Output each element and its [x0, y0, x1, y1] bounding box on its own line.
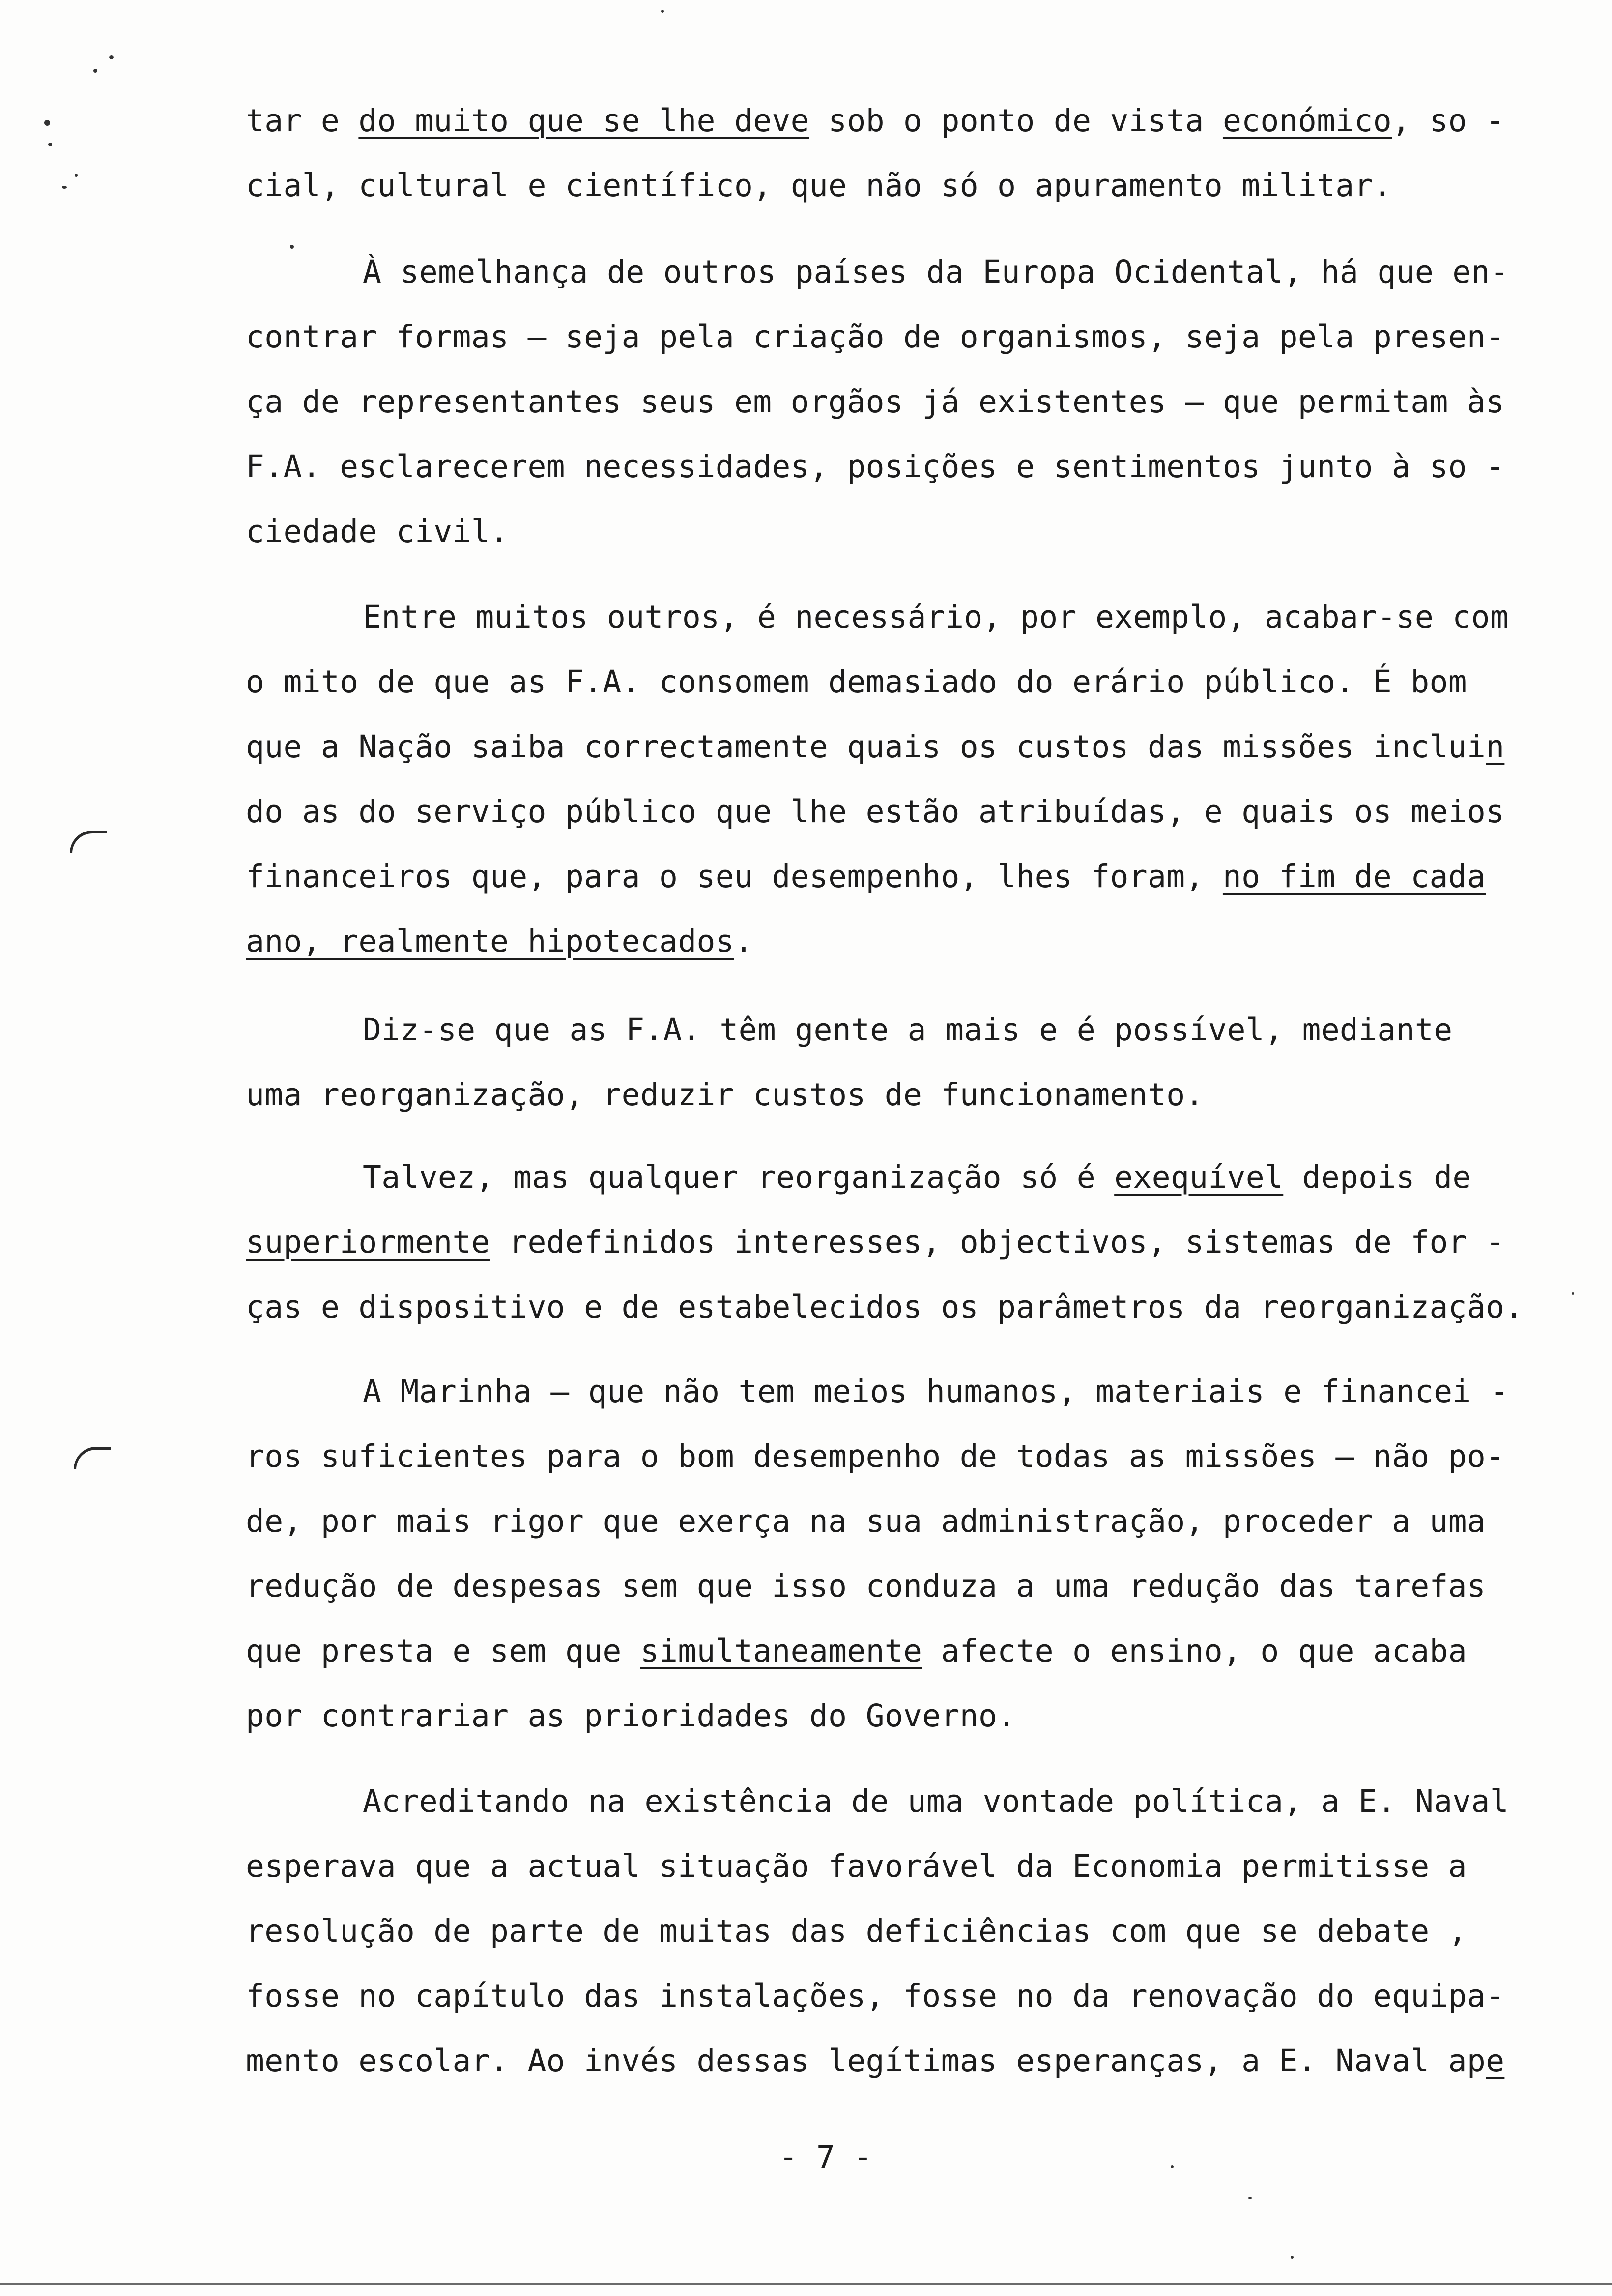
text-line	[246, 585, 1573, 650]
text-run: redefinidos interesses, objectivos, sistemas de for -	[489, 1224, 1505, 1260]
text-run: depois de	[1283, 1159, 1471, 1195]
text-run: esperava que a actual situação favorável da Economia permitisse a	[246, 1848, 1467, 1884]
paragraph	[246, 998, 1573, 1127]
text-run: uma reorganização, reduzir custos de funcionamento.	[246, 1077, 1204, 1113]
scan-speck	[93, 69, 97, 73]
text-line	[246, 1359, 1573, 1424]
text-line	[246, 998, 1573, 1062]
text-run: sob o ponto de vista	[809, 103, 1223, 139]
text-run: ça de representantes seus em orgãos já existentes — que permitam às	[246, 384, 1505, 420]
paragraph	[246, 1145, 1573, 1340]
text-run: do as do serviço público que lhe estão atribuídas, e quais os meios	[246, 794, 1505, 830]
scan-speck	[1291, 2256, 1294, 2259]
text-line	[246, 499, 1573, 564]
text-run: Acreditando na existência de uma vontade política, a E. Naval	[363, 1783, 1509, 1819]
scan-speck	[109, 55, 114, 59]
text-run: A Marinha — que não tem meios humanos, materiais e financei -	[363, 1374, 1509, 1409]
text-line	[246, 650, 1573, 715]
text-run: que a Nação saiba correctamente quais os custos das missões inclui	[246, 729, 1486, 765]
text-run: F.A. esclarecerem necessidades, posições e sentimentos junto à so -	[246, 449, 1505, 485]
text-line	[246, 1489, 1573, 1554]
text-line	[246, 1062, 1573, 1127]
text-line	[246, 1210, 1573, 1275]
punch-hole-mark	[74, 1447, 111, 1469]
text-line	[246, 1145, 1573, 1210]
text-run: cial, cultural e científico, que não só o apuramento militar.	[246, 168, 1392, 203]
paragraph	[246, 88, 1573, 218]
text-run: .	[734, 923, 753, 959]
scan-speck	[290, 245, 294, 249]
text-run: o mito de que as F.A. consomem demasiado do erário público. É bom	[246, 664, 1467, 700]
text-run: mento escolar. Ao invés dessas legítimas esperanças, a E. Naval ap	[246, 2043, 1486, 2079]
punch-hole-mark	[70, 831, 107, 853]
text-line	[246, 715, 1573, 779]
underlined-text: simultaneamente	[640, 1633, 922, 1669]
text-line	[246, 370, 1573, 434]
text-run: , so -	[1392, 103, 1505, 139]
text-line	[246, 1619, 1573, 1684]
text-run: que presta e sem que	[246, 1633, 640, 1669]
underlined-text: e	[1486, 2043, 1505, 2079]
text-line	[246, 1899, 1573, 1964]
underlined-text: económico	[1222, 103, 1392, 139]
page-number: - 7 -	[779, 2139, 872, 2175]
text-line	[246, 844, 1573, 909]
text-line	[246, 240, 1573, 305]
text-run: ciedade civil.	[246, 514, 509, 549]
text-line	[246, 305, 1573, 370]
text-run: ças e dispositivo e de estabelecidos os parâmetros da reorganização.	[246, 1289, 1524, 1325]
text-run: de, por mais rigor que exerça na sua administração, proceder a uma	[246, 1503, 1486, 1539]
scan-speck	[62, 186, 67, 189]
text-run: afecte o ensino, o que acaba	[922, 1633, 1467, 1669]
text-line	[246, 1684, 1573, 1749]
text-run: À semelhança de outros países da Europa Ocidental, há que en-	[363, 254, 1509, 290]
scan-speck	[48, 143, 52, 146]
text-line	[246, 909, 1573, 974]
text-line	[246, 153, 1573, 218]
text-run: Diz-se que as F.A. têm gente a mais e é possível, mediante	[363, 1012, 1453, 1048]
text-run: contrar formas — seja pela criação de organismos, seja pela presen-	[246, 319, 1505, 355]
scan-speck	[661, 10, 664, 13]
text-run: fosse no capítulo das instalações, fosse no da renovação do equipa-	[246, 1978, 1505, 2014]
text-line	[246, 434, 1573, 499]
page-bottom-edge	[0, 2283, 1612, 2285]
text-line	[246, 1964, 1573, 2029]
text-run: tar e	[246, 103, 359, 139]
text-run: Talvez, mas qualquer reorganização só é	[363, 1159, 1115, 1195]
paragraph	[246, 1359, 1573, 1749]
text-line	[246, 1275, 1573, 1340]
text-run: Entre muitos outros, é necessário, por exemplo, acabar-se com	[363, 599, 1509, 635]
text-run: redução de despesas sem que isso conduza a uma redução das tarefas	[246, 1568, 1486, 1604]
text-line	[246, 1424, 1573, 1489]
scan-speck	[75, 174, 78, 177]
text-line	[246, 1769, 1573, 1834]
paragraph	[246, 240, 1573, 564]
text-line	[246, 88, 1573, 153]
underlined-text: n	[1486, 729, 1505, 765]
text-run: ros suficientes para o bom desempenho de todas as missões — não po-	[246, 1438, 1505, 1474]
text-line	[246, 1554, 1573, 1619]
underlined-text: ano, realmente hipotecados	[246, 923, 734, 959]
scan-speck	[1572, 1292, 1574, 1295]
underlined-text: do muito que se lhe deve	[358, 103, 809, 139]
text-line	[246, 1834, 1573, 1899]
scan-speck	[1248, 2197, 1252, 2199]
scan-speck	[44, 120, 50, 126]
underlined-text: exequível	[1114, 1159, 1284, 1195]
text-line	[246, 779, 1573, 844]
text-line	[246, 2029, 1573, 2094]
text-run: resolução de parte de muitas das deficiências com que se debate ,	[246, 1913, 1467, 1949]
underlined-text: superiormente	[246, 1224, 490, 1260]
underlined-text: no fim de cada	[1222, 859, 1486, 894]
text-run: por contrariar as prioridades do Governo.	[246, 1698, 1016, 1734]
paragraph	[246, 585, 1573, 974]
scan-speck	[1171, 2165, 1174, 2168]
text-run: financeiros que, para o seu desempenho, lhes foram,	[246, 859, 1223, 894]
paragraph	[246, 1769, 1573, 2094]
